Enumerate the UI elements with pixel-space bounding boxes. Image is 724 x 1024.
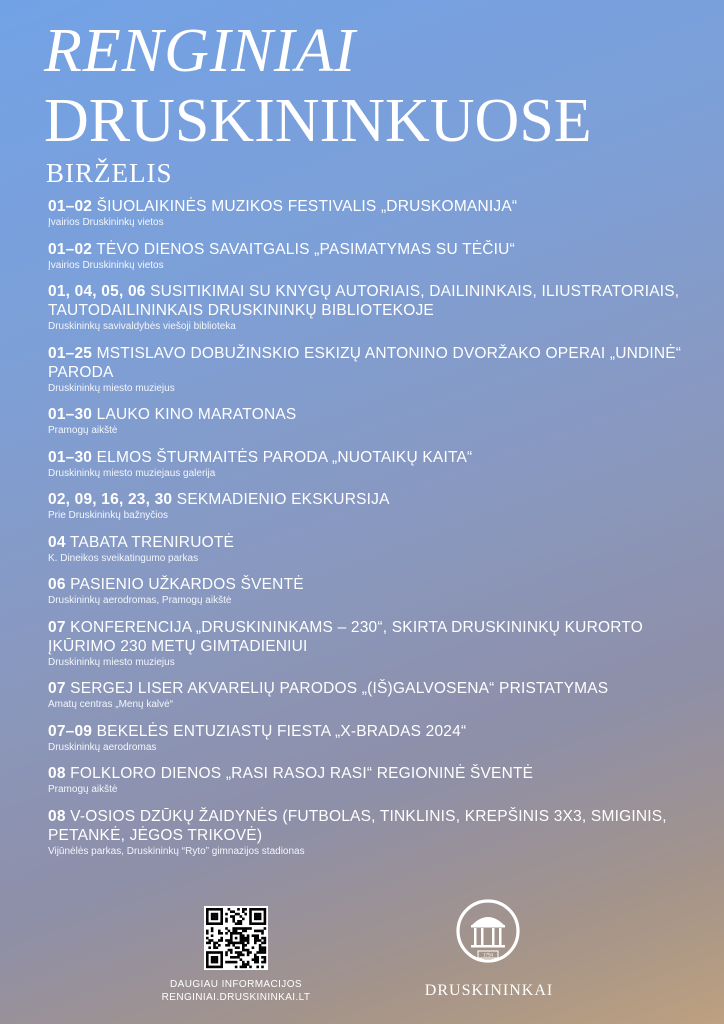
event-title-line [48, 618, 708, 656]
event-title-line [48, 575, 708, 594]
event-date: 01, 04, 05, 06 [48, 283, 146, 300]
event-date: 07 [48, 618, 66, 636]
event-title-line [48, 679, 708, 698]
event-title: SEKMADIENIO EKSKURSIJA [176, 491, 390, 508]
event-title: PASIENIO UŽKARDOS ŠVENTĖ [70, 576, 304, 593]
event-item [48, 764, 708, 796]
event-title-line [48, 197, 708, 216]
event-date: 08 [48, 765, 66, 782]
event-item [48, 533, 708, 565]
event-date: 01–30 [48, 448, 93, 466]
event-title-line [48, 344, 708, 382]
event-location: Druskininkų miesto muziejaus galerija [48, 467, 216, 479]
event-date: 04 [48, 533, 66, 551]
event-item [48, 197, 708, 229]
event-location: Druskininkų aerodromas [48, 741, 157, 753]
event-title: SERGEJ LISER AKVARELIŲ PARODOS „(IŠ)GALVOSENA“ PRISTATYMAS [70, 680, 609, 697]
event-location: Druskininkų miesto muziejus [48, 656, 175, 668]
event-location: Įvairios Druskininkų vietos [48, 217, 164, 228]
month-heading: BIRŽELIS [46, 158, 173, 188]
event-title-line [48, 240, 708, 259]
event-item [48, 679, 708, 711]
event-item [48, 405, 708, 437]
event-title: V-OSIOS DZŪKŲ ŽAIDYNĖS (FUTBOLAS, TINKLINIS, KREPŠINIS 3X3, SMIGINIS, PETANKĖ, JĖGOS TRIKOVĖ) [48, 807, 667, 844]
event-date: 01–25 [48, 344, 93, 362]
event-location: Pramogų aikštė [48, 425, 118, 436]
event-location: Pramogų aikštė [48, 784, 118, 795]
event-title: BEKELĖS ENTUZIASTŲ FIESTA „X-BRADAS 2024“ [96, 722, 467, 740]
event-title-line [48, 807, 708, 845]
event-title-line [48, 282, 708, 320]
event-item [48, 618, 708, 669]
event-title-line [48, 722, 708, 741]
event-title: LAUKO KINO MARATONAS [96, 406, 297, 423]
event-title: MSTISLAVO DOBUŽINSKIO ESKIZŲ ANTONINO DVORŽAKO OPERAI „UNDINĖ“ PARODA [48, 344, 682, 381]
event-item [48, 490, 708, 522]
logo-name: DRUSKININKAI [424, 982, 554, 999]
event-title-line [48, 490, 708, 509]
event-location: K. Dineikos sveikatingumo parkas [48, 552, 199, 564]
event-location: Amatų centras „Menų kalvė“ [48, 699, 174, 710]
event-item [48, 344, 708, 395]
event-title: SUSITIKIMAI SU KNYGŲ AUTORIAIS, DAILININKAIS, ILIUSTRATORIAIS, TAUTODAILININKAIS DRUSKININKŲ BIBLIOTEKOJE [48, 283, 680, 319]
event-location: Įvairios Druskininkų vietos [48, 259, 164, 271]
event-date: 01–02 [48, 240, 93, 258]
event-date: 01–02 [48, 198, 93, 215]
event-item [48, 448, 708, 480]
event-title: ELMOS ŠTURMAITĖS PARODA „NUOTAIKŲ KAITA“ [96, 448, 473, 466]
more-info-label: DAUGIAU INFORMACIJOS [170, 979, 302, 990]
event-title-line [48, 405, 708, 424]
event-location: Druskininkų aerodromas, Pramogų aikštė [48, 595, 232, 606]
event-location: Vijūnėlės parkas, Druskininkų “Ryto” gimnazijos stadionas [48, 845, 305, 857]
event-item [48, 722, 708, 754]
event-location: Prie Druskininkų bažnyčios [48, 510, 169, 521]
qr-code-icon[interactable] [204, 906, 268, 970]
event-location: Druskininkų savivaldybės viešoji biblioteka [48, 321, 236, 332]
event-title-line [48, 448, 708, 467]
event-item [48, 240, 708, 272]
event-title: TABATA TRENIRUOTĖ [69, 533, 235, 551]
event-item [48, 807, 708, 858]
event-date: 01–30 [48, 406, 93, 423]
event-item [48, 282, 708, 333]
event-date: 08 [48, 807, 66, 825]
event-title-line [48, 764, 708, 783]
event-item [48, 575, 708, 607]
logo-year: 1794 [483, 953, 493, 959]
event-title: TĖVO DIENOS SAVAITGALIS „PASIMATYMAS SU TĖČIU“ [96, 240, 515, 258]
title-druskininkuose: DRUSKININKUOSE [44, 87, 592, 155]
event-date: 07 [48, 680, 66, 697]
events-list [48, 197, 708, 868]
event-title: ŠIUOLAIKINĖS MUZIKOS FESTIVALIS „DRUSKOMANIJA“ [96, 198, 518, 215]
title-renginiai: RENGINIAI [44, 17, 357, 85]
event-title: KONFERENCIJA „DRUSKININKAMS – 230“, SKIRTA DRUSKININKŲ KURORTO ĮKŪRIMO 230 METŲ GIMTADIENIUI [48, 618, 643, 655]
event-title: FOLKLORO DIENOS „RASI RASOJ RASI“ REGIONINĖ ŠVENTĖ [70, 765, 534, 782]
event-date: 06 [48, 576, 66, 593]
event-date: 02, 09, 16, 23, 30 [48, 491, 173, 508]
event-location: Druskininkų miesto muziejus [48, 382, 175, 394]
rotunda-logo-icon [455, 895, 521, 975]
event-title-line [48, 533, 708, 552]
event-date: 07–09 [48, 722, 93, 740]
website-link[interactable]: RENGINIAI.DRUSKININKAI.LT [161, 992, 311, 1003]
more-info [150, 978, 322, 1004]
